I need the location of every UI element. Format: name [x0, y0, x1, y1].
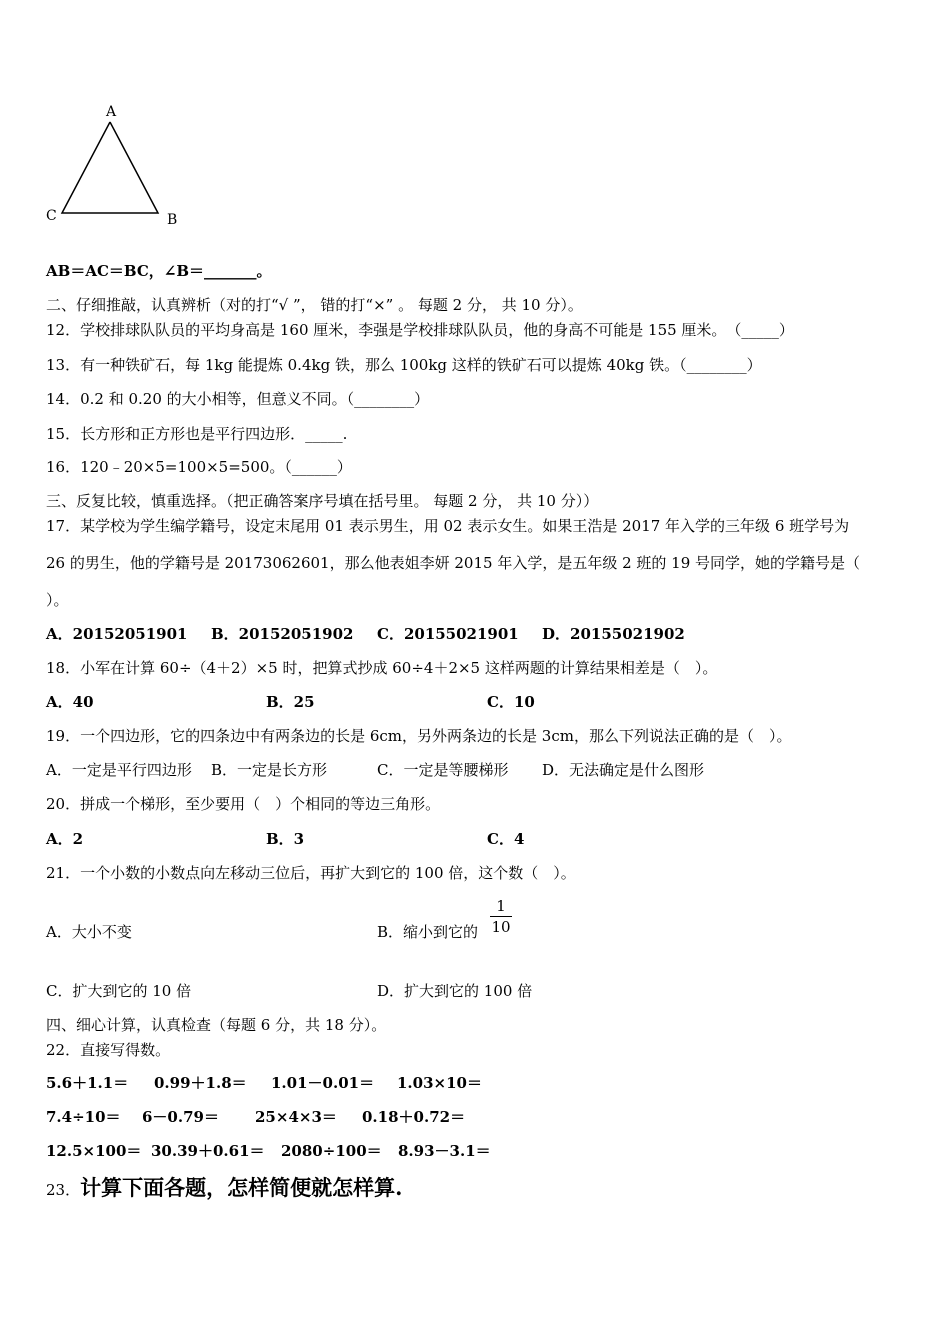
q19-option-c: C．一定是等腰梯形 [377, 761, 509, 779]
q11-tail: AB＝AC＝BC，∠B＝_______。 [46, 262, 272, 280]
section-3-header: 三、反复比较，慎重选择。（把正确答案序号填在括号里。 每题 2 分， 共 10 分）） [46, 492, 599, 510]
question-14: 14．0.2 和 0.20 的大小相等，但意义不同。（________） [46, 390, 430, 408]
calc-item: 0.18＋0.72＝ [362, 1108, 466, 1126]
q19-option-b: B．一定是长方形 [211, 761, 328, 779]
calc-item: 6－0.79＝ [142, 1108, 219, 1126]
vertex-a-label: A [106, 104, 117, 120]
q18-option-b: B．25 [266, 693, 315, 711]
question-17-line-1: 17．某学校为学生编学籍号，设定末尾用 01 表示男生，用 02 表示女生。如果王浩是 2017 年入学的三年级 6 班学号为 [46, 517, 850, 535]
fraction-bar [490, 916, 512, 917]
q17-option-d: D．20155021902 [542, 625, 685, 643]
question-13: 13．有一种铁矿石，每 1kg 能提炼 0.4kg 铁，那么 100kg 这样的铁矿石可以提炼 40kg 铁。（________） [46, 356, 762, 374]
q21-option-b: B．缩小到它的 [377, 923, 479, 941]
triangle-shape [62, 122, 158, 213]
question-12: 12．学校排球队队员的平均身高是 160 厘米，李强是学校排球队队员，他的身高不可能是 155 厘米。 （_____） [46, 321, 794, 339]
fraction-denominator: 10 [491, 918, 511, 936]
q20-option-c: C．4 [487, 830, 525, 848]
q20-option-b: B．3 [266, 830, 305, 848]
question-23 [46, 1172, 402, 1202]
q19-option-a: A．一定是平行四边形 [46, 761, 192, 779]
section-4-header: 四、细心计算，认真检查（每题 6 分，共 18 分）。 [46, 1016, 387, 1034]
calc-item: 2080÷100＝ [281, 1142, 382, 1160]
calc-item: 12.5×100＝ [46, 1142, 142, 1160]
calc-item: 8.93－3.1＝ [398, 1142, 491, 1160]
question-23-number: 23． [46, 1181, 81, 1199]
vertex-b-label: B [167, 212, 178, 228]
question-17-line-2: 26 的男生，他的学籍号是 20173062601，那么他表姐李妍 2015 年入学，是五年级 2 班的 19 号同学，她的学籍号是（ [46, 554, 861, 572]
q21-option-d: D．扩大到它的 100 倍 [377, 982, 533, 1000]
question-19: 19．一个四边形，它的四条边中有两条边的长是 6cm，另外两条边的长是 3cm，那么下列说法正确的是（ ）。 [46, 727, 792, 745]
q20-option-a: A．2 [46, 830, 84, 848]
calc-item: 7.4÷10＝ [46, 1108, 121, 1126]
q21-fraction [490, 897, 512, 936]
q17-option-a: A．20152051901 [46, 625, 188, 643]
calc-item: 25×4×3＝ [255, 1108, 337, 1126]
calc-item: 1.03×10＝ [397, 1074, 482, 1092]
q21-option-c: C．扩大到它的 10 倍 [46, 982, 192, 1000]
q21-option-a: A．大小不变 [46, 923, 132, 941]
q18-option-c: C．10 [487, 693, 535, 711]
q18-option-a: A．40 [46, 693, 94, 711]
calc-item: 0.99＋1.8＝ [154, 1074, 247, 1092]
q17-option-c: C．20155021901 [377, 625, 519, 643]
question-15: 15．长方形和正方形也是平行四边形．_____. [46, 425, 348, 443]
question-16: 16．120﹣20×5=100×5=500。（______） [46, 458, 352, 476]
q17-option-b: B．20152051902 [211, 625, 354, 643]
question-22: 22．直接写得数。 [46, 1041, 171, 1059]
question-21: 21．一个小数的小数点向左移动三位后，再扩大到它的 100 倍，这个数（ ）。 [46, 864, 576, 882]
calc-item: 5.6＋1.1＝ [46, 1074, 129, 1092]
calc-item: 1.01－0.01＝ [271, 1074, 375, 1092]
fraction-numerator: 1 [496, 897, 506, 915]
question-20: 20．拼成一个梯形，至少要用（ ）个相同的等边三角形。 [46, 795, 441, 813]
question-17-line-3: ）。 [46, 591, 69, 609]
question-23-text: 计算下面各题，怎样简便就怎样算. [80, 1175, 403, 1200]
vertex-c-label: C [46, 208, 57, 224]
triangle-figure [40, 100, 190, 230]
calc-item: 30.39＋0.61＝ [151, 1142, 265, 1160]
section-2-header: 二、仔细推敲，认真辨析（对的打“√ ”， 错的打“×” 。 每题 2 分， 共 10 分）。 [46, 296, 583, 314]
question-18: 18．小军在计算 60÷（4＋2）×5 时，把算式抄成 60÷4＋2×5 这样两题的计算结果相差是（ ）。 [46, 659, 718, 677]
q19-option-d: D．无法确定是什么图形 [542, 761, 705, 779]
